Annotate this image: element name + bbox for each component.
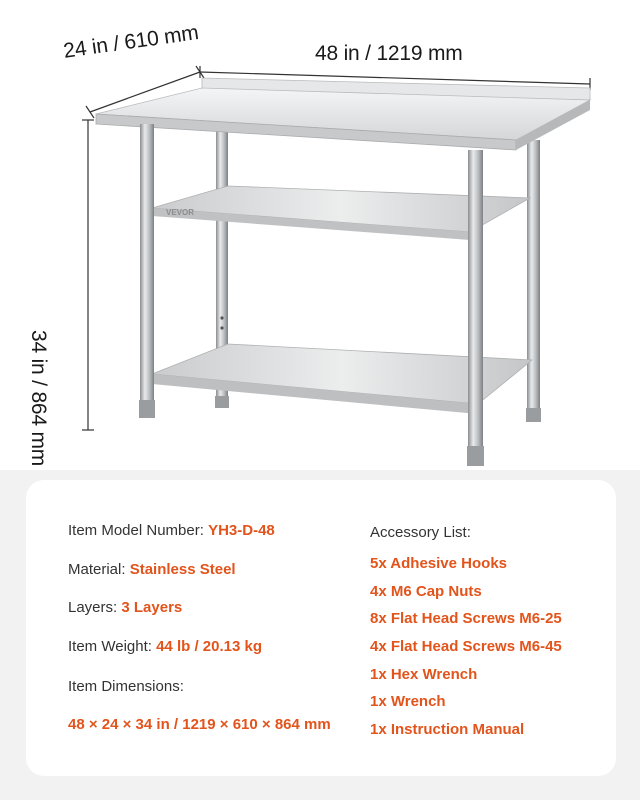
height-dimension-line [82, 120, 94, 430]
spec-material [68, 561, 236, 578]
depth-label: 24 in / 610 mm [62, 21, 200, 63]
spec-value: 3 Layers [121, 599, 183, 616]
spec-dimensions-value: 48 × 24 × 34 in / 1219 × 610 × 864 mm [68, 716, 331, 733]
spec-card [26, 480, 616, 776]
adjust-hole [220, 326, 223, 329]
back-right-leg [527, 140, 540, 412]
adjust-hole [220, 316, 223, 319]
spec-weight [68, 638, 262, 655]
spec-dimensions [68, 678, 184, 695]
foot [215, 396, 229, 408]
front-left-leg [140, 124, 154, 408]
accessory-item: 1x Wrench [370, 693, 446, 711]
foot [467, 446, 484, 466]
accessory-item: 8x Flat Head Screws M6-25 [370, 610, 562, 628]
spec-label: Layers: [68, 599, 118, 616]
foot [139, 400, 155, 418]
height-label: 34 in / 864 mm [27, 330, 50, 467]
spec-layers [68, 599, 182, 616]
accessory-item: 1x Instruction Manual [370, 721, 525, 739]
brand-mark: VEVOR [166, 208, 195, 217]
table-top [96, 78, 590, 150]
accessory-list [370, 550, 562, 744]
accessory-item: 4x Flat Head Screws M6-45 [370, 638, 562, 656]
accessory-list-title: Accessory List: [370, 524, 471, 541]
accessory-item: 5x Adhesive Hooks [370, 555, 507, 572]
spec-label: Item Dimensions: [68, 678, 184, 695]
width-label: 48 in / 1219 mm [315, 42, 463, 65]
spec-value: YH3-D-48 [208, 522, 275, 539]
spec-value: 44 lb / 20.13 kg [156, 638, 262, 655]
spec-label: Item Model Number: [68, 522, 204, 539]
spec-label: Item Weight: [68, 638, 152, 655]
front-right-leg [468, 150, 483, 448]
spec-label: Material: [68, 561, 126, 578]
accessory-item: 4x M6 Cap Nuts [370, 582, 482, 600]
accessory-item: 1x Hex Wrench [370, 665, 478, 683]
spec-model [68, 522, 275, 539]
spec-value: Stainless Steel [129, 561, 236, 578]
foot [526, 408, 541, 422]
